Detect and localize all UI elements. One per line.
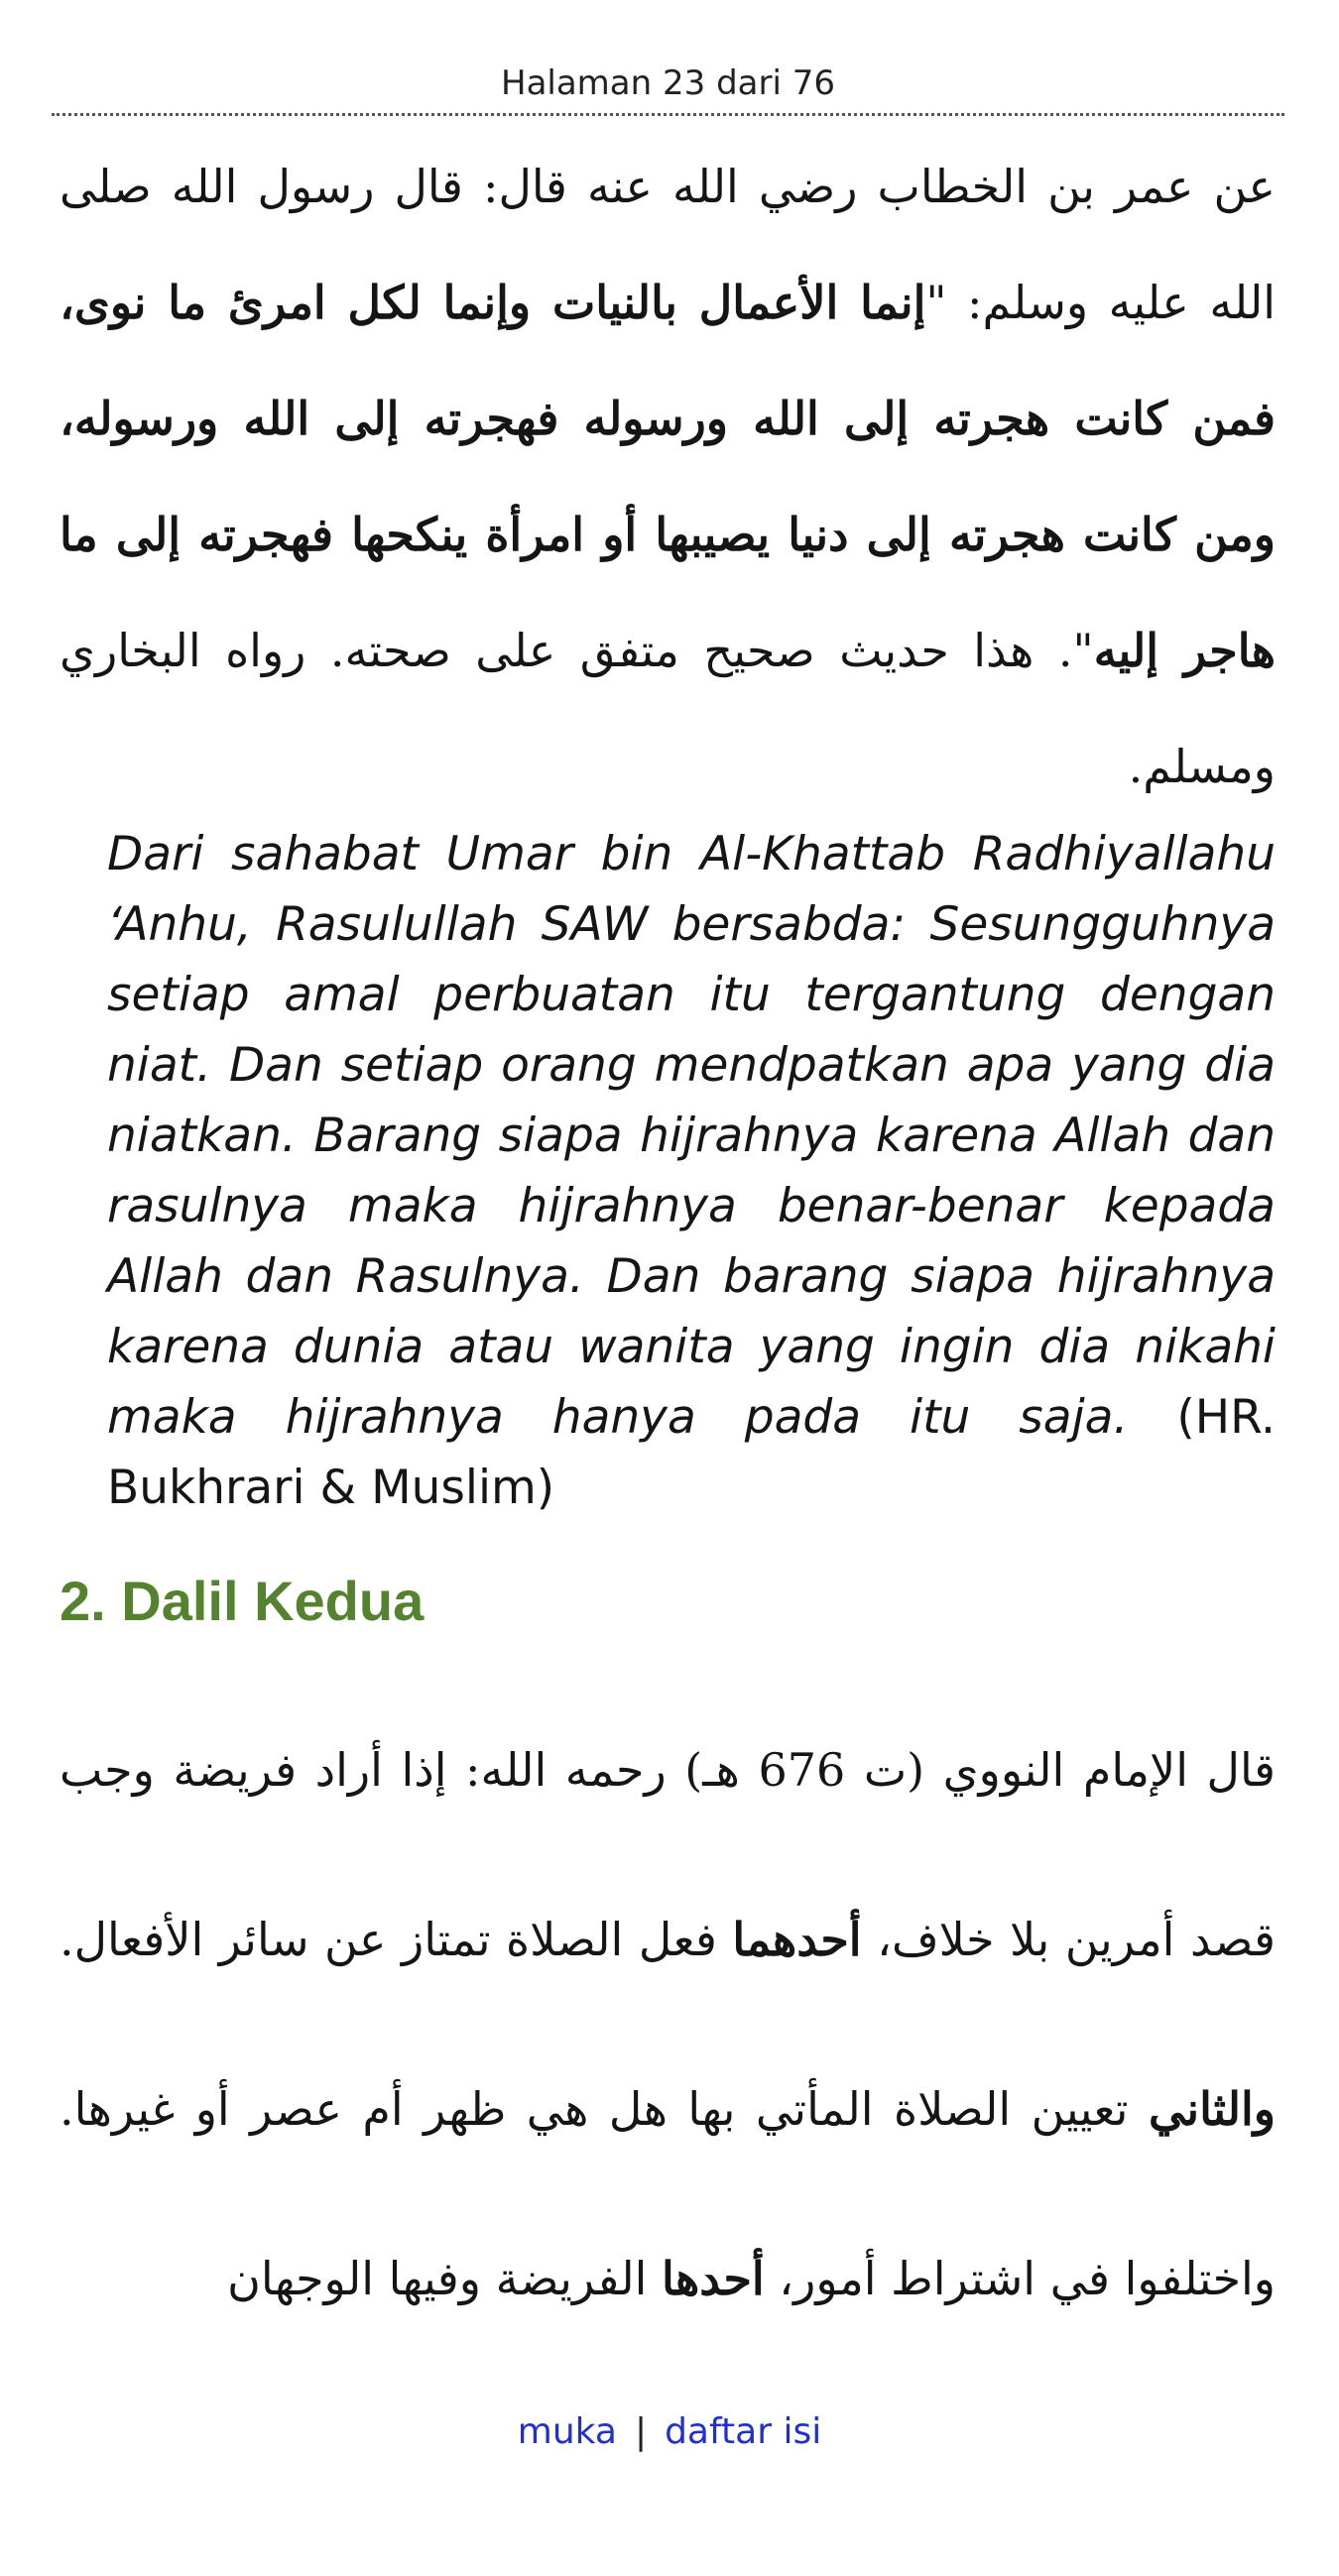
footer-separator: |	[634, 2411, 648, 2452]
nawawi-quote	[60, 1686, 1276, 2364]
hadith-arabic-matn: إنما الأعمال بالنيات وإنما لكل امرئ ما نوى، فمن كانت هجرته إلى الله ورسوله فهجرته إلى الله ورسوله، ومن كانت هجرته إلى دنيا يصيبها أو امرأة ينكحها فهجرته إلى ما هاجر إليه	[60, 276, 1276, 677]
nawawi-bold-2: والثاني	[1148, 2082, 1276, 2136]
nawawi-text-1: قال الإمام النووي (ت 676 هـ) رحمه الله: إذا أراد فريضة وجب قصد أمرين بلا خلاف،	[60, 1743, 1276, 1966]
nawawi-text-3: تعيين الصلاة المأتي بها هل هي ظهر أم عصر أو غيرها. واختلفوا في اشتراط أمور،	[60, 2082, 1276, 2305]
hadith-reference: (HR. Bukhrari & Muslim)	[107, 1390, 1276, 1515]
front-page-link[interactable]: muka	[517, 2411, 617, 2452]
hadith-translation	[107, 819, 1276, 1523]
hadith-translation-text: Dari sahabat Umar bin Al-Khattab Radhiyallahu ‘Anhu, Rasulullah SAW bersabda: Sesungguhnya setiap amal perbuatan itu tergantung dengan niat. Dan setiap orang mendpatkan apa yang dia niatkan. Barang siapa hijrahnya karena Allah dan rasulnya maka hijrahnya benar-benar kepada Allah dan Rasulnya. Dan barang siapa hijrahnya karena dunia atau wanita yang ingin dia nikahi maka hijrahnya hanya pada itu saja.	[107, 827, 1276, 1445]
nawawi-bold-3: أحدها	[662, 2252, 765, 2305]
footer-navigation	[0, 2407, 1339, 2457]
nawawi-bold-1: أحدهما	[732, 1913, 862, 1966]
hadith-arabic-intro: عن عمر بن الخطاب رضي الله عنه قال: قال رسول الله صلى الله عليه وسلم: "	[60, 160, 1277, 329]
nawawi-text-2: فعل الصلاة تمتاز عن سائر الأفعال.	[60, 1913, 733, 1966]
nawawi-text-4: الفريضة وفيها الوجهان	[227, 2252, 663, 2305]
hadith-arabic-closing: ". هذا حديث صحيح متفق على صحته. رواه البخاري ومسلم.	[60, 624, 1276, 793]
table-of-contents-link[interactable]: daftar isi	[665, 2411, 822, 2452]
page-indicator: Halaman 23 dari 76	[52, 58, 1284, 116]
section-heading: 2. Dalil Kedua	[60, 1570, 425, 1632]
hadith-arabic-text	[60, 129, 1276, 825]
